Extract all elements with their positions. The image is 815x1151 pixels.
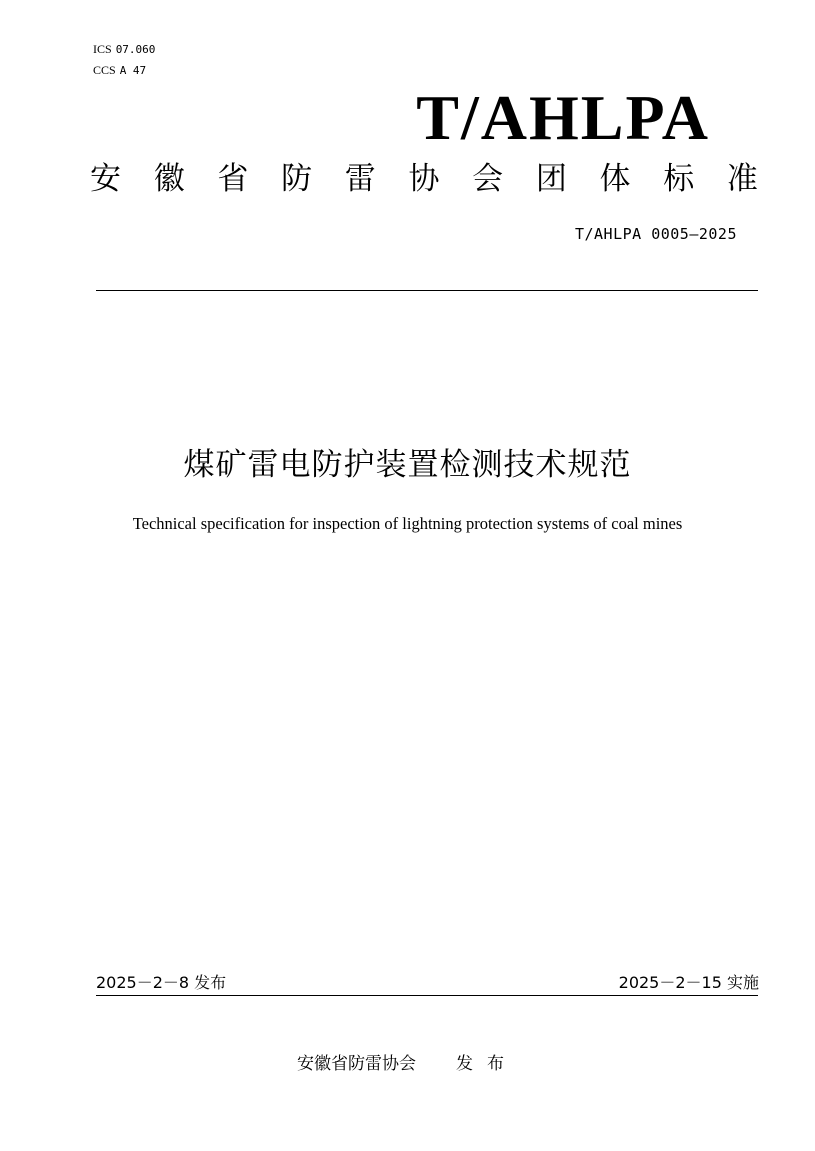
org-title-char: 防 (281, 161, 313, 197)
org-title-char: 团 (535, 161, 567, 197)
document-title-english: Technical specification for inspection of lightning protection systems of coal mines (132, 514, 683, 533)
org-title-char: 标 (663, 161, 695, 197)
ics-row (93, 41, 155, 62)
document-title-chinese: 煤矿雷电防护装置检测技术规范 (183, 447, 632, 483)
organization-title (90, 158, 758, 200)
org-title-char: 徽 (153, 161, 185, 197)
org-title-char: 省 (217, 161, 249, 197)
publish-date: 2025－2－8 发布 (96, 973, 227, 992)
standard-number: T/AHLPA 0005—2025 (574, 225, 737, 243)
ccs-label: CCS (93, 63, 116, 77)
org-title-char: 会 (472, 161, 504, 197)
implement-date: 2025－2－15 实施 (618, 973, 759, 992)
top-divider (96, 290, 758, 291)
org-title-char: 协 (408, 161, 440, 197)
publisher-action: 发布 (456, 1054, 518, 1074)
org-title-char: 安 (90, 161, 121, 197)
ccs-row (93, 62, 155, 83)
publisher-line (0, 1052, 815, 1076)
bottom-divider (96, 995, 758, 996)
publisher-name: 安徽省防雷协会 (297, 1054, 416, 1074)
ccs-value: A 47 (119, 64, 147, 77)
ics-label: ICS (93, 42, 112, 56)
ics-value: 07.060 (115, 43, 156, 56)
org-title-char: 雷 (344, 161, 376, 197)
org-title-char: 体 (599, 161, 631, 197)
org-title-char: 准 (726, 161, 758, 197)
classification-codes (93, 41, 155, 83)
brand-logo: T/AHLPA (416, 82, 710, 153)
